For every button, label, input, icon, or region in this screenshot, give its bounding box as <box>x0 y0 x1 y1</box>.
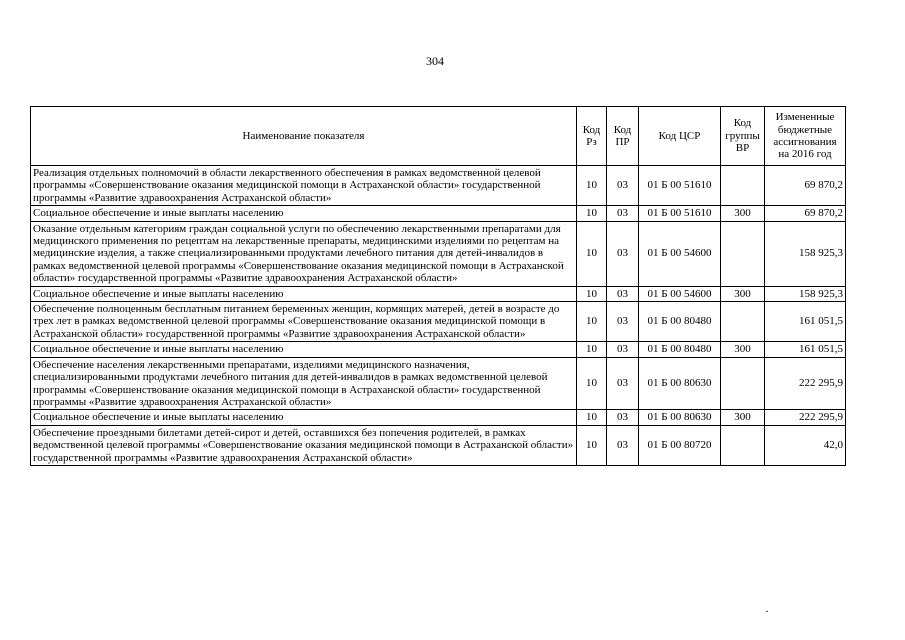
row-pr: 03 <box>607 206 639 221</box>
row-amount: 42,0 <box>765 425 846 465</box>
row-vr <box>721 221 765 286</box>
row-vr: 300 <box>721 206 765 221</box>
row-vr: 300 <box>721 410 765 425</box>
row-amount: 69 870,2 <box>765 166 846 206</box>
row-vr <box>721 166 765 206</box>
header-name: Наименование показателя <box>31 107 577 166</box>
header-amount: Измененные бюджетные ассигнования на 2016 год <box>765 107 846 166</box>
row-rz: 10 <box>577 166 607 206</box>
row-amount: 158 925,3 <box>765 286 846 301</box>
row-name: Социальное обеспечение и иные выплаты населению <box>31 410 577 425</box>
table-row <box>31 286 846 301</box>
row-name: Социальное обеспечение и иные выплаты населению <box>31 342 577 357</box>
table-header-row <box>31 107 846 166</box>
table-row <box>31 302 846 342</box>
row-pr: 03 <box>607 357 639 410</box>
row-rz: 10 <box>577 357 607 410</box>
row-rz: 10 <box>577 286 607 301</box>
row-rz: 10 <box>577 425 607 465</box>
row-name: Оказание отдельным категориям граждан социальной услуги по обеспечению лекарственными препаратами для медицинского применения по рецептам на лекарственные препараты, медицинскими изделиями по рецептам на медицинские изделия, а также специализированными продуктами лечебного питания для детей-инвалидов в рамках ведомственной целевой программы «Совершенствование оказания медицинской помощи в Астраханской области» государственной программы «Развитие здравоохранения Астраханской области» <box>31 221 577 286</box>
row-pr: 03 <box>607 410 639 425</box>
row-name: Обеспечение полноценным бесплатным питанием беременных женщин, кормящих матерей, детей в возрасте до трех лет в рамках ведомственной целевой программы «Совершенствование оказания медицинской помощи в Астраханской области» государственной программы «Развитие здравоохранения Астраханской области» <box>31 302 577 342</box>
table-row <box>31 221 846 286</box>
row-csr: 01 Б 00 80630 <box>639 410 721 425</box>
row-rz: 10 <box>577 221 607 286</box>
table-row <box>31 342 846 357</box>
row-name: Обеспечение населения лекарственными препаратами, изделиями медицинского назначения, специализированными продуктами лечебного питания для детей-инвалидов в рамках ведомственной целевой программы «Совершенствование оказания медицинской помощи в Астраханской области» государственной программы «Развитие здравоохранения Астраханской области» <box>31 357 577 410</box>
row-amount: 222 295,9 <box>765 357 846 410</box>
row-name: Обеспечение проездными билетами детей-сирот и детей, оставшихся без попечения родителей, в рамках ведомственной целевой программы «Совершенствование оказания медицинской помощи в Астраханской области» государственной программы «Развитие здравоохранения Астраханской области» <box>31 425 577 465</box>
header-rz: Код Рз <box>577 107 607 166</box>
row-csr: 01 Б 00 80480 <box>639 302 721 342</box>
row-pr: 03 <box>607 166 639 206</box>
table-row <box>31 206 846 221</box>
row-name: Реализация отдельных полномочий в области лекарственного обеспечения в рамках ведомственной целевой программы «Совершенствование оказания медицинской помощи в Астраханской области» государственной программы «Развитие здравоохранения Астраханской области» <box>31 166 577 206</box>
row-csr: 01 Б 00 54600 <box>639 286 721 301</box>
row-vr <box>721 425 765 465</box>
row-csr: 01 Б 00 54600 <box>639 221 721 286</box>
row-pr: 03 <box>607 286 639 301</box>
header-pr: Код ПР <box>607 107 639 166</box>
table-row <box>31 425 846 465</box>
row-vr <box>721 302 765 342</box>
scan-speck: · <box>765 604 769 618</box>
row-pr: 03 <box>607 425 639 465</box>
row-csr: 01 Б 00 80480 <box>639 342 721 357</box>
table-row <box>31 410 846 425</box>
row-vr: 300 <box>721 286 765 301</box>
table-row <box>31 357 846 410</box>
row-name: Социальное обеспечение и иные выплаты населению <box>31 206 577 221</box>
row-amount: 222 295,9 <box>765 410 846 425</box>
row-csr: 01 Б 00 51610 <box>639 166 721 206</box>
row-rz: 10 <box>577 206 607 221</box>
row-amount: 158 925,3 <box>765 221 846 286</box>
row-amount: 69 870,2 <box>765 206 846 221</box>
row-rz: 10 <box>577 410 607 425</box>
header-vr: Код группы ВР <box>721 107 765 166</box>
page-number: 304 <box>426 54 444 68</box>
row-pr: 03 <box>607 221 639 286</box>
row-vr <box>721 357 765 410</box>
row-csr: 01 Б 00 51610 <box>639 206 721 221</box>
row-rz: 10 <box>577 302 607 342</box>
header-csr: Код ЦСР <box>639 107 721 166</box>
row-amount: 161 051,5 <box>765 302 846 342</box>
row-rz: 10 <box>577 342 607 357</box>
row-csr: 01 Б 00 80720 <box>639 425 721 465</box>
row-csr: 01 Б 00 80630 <box>639 357 721 410</box>
row-pr: 03 <box>607 302 639 342</box>
budget-table <box>30 106 846 466</box>
row-name: Социальное обеспечение и иные выплаты населению <box>31 286 577 301</box>
row-vr: 300 <box>721 342 765 357</box>
table-row <box>31 166 846 206</box>
row-amount: 161 051,5 <box>765 342 846 357</box>
row-pr: 03 <box>607 342 639 357</box>
